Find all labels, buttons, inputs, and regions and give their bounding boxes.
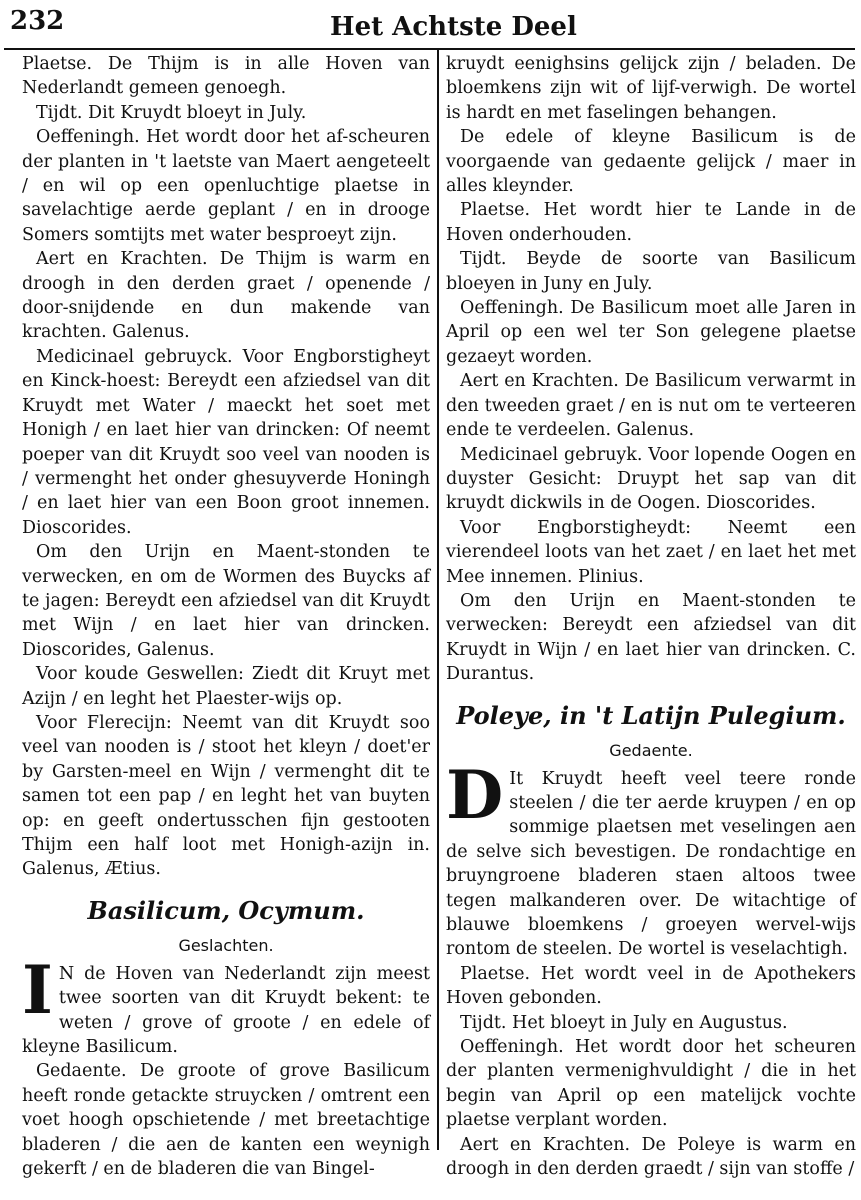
section-title-poleye: Poleye, in 't Latijn Pulegium. [456,700,846,730]
paragraph-flerecijn: Voor Flerecijn: Neemt van dit Kruydt soo veel van nooden is / stoot het kleyn / doet'er by Garsten-meel en Wijn / vermenght dit te samen tot een pap / en leght het van buyten op: en geeft ondertusschen fijn gestooten Thijm een half loot met Honigh-azijn in. Galenus, Ætius. [22,712,430,880]
page-number: 232 [10,6,65,36]
paragraph-gedaente-basilicum: Gedaente. De groote of grove Basilicum heeft ronde getackte struycken / omtrent een voet hoogh opschietende / met breetachtige bladeren / die aen de kanten een weynigh gekerft / en de bladeren die van Bingel- [22,1061,430,1180]
header-rule [4,48,855,50]
sub-heading-gedaente: Gedaente. [609,740,693,760]
drop-cap: D [446,755,504,834]
paragraph-oeffeningh-basilicum: Oeffeningh. De Basilicum moet alle Jaren in April op een wel ter Son gelegene plaetse gezaeyt worden. [446,298,856,367]
paragraph-urijn-thijm: Om den Urijn en Maent-stonden te verwecken, en om de Wormen des Buycks af te jagen: Bereydt een afziedsel van dit Kruydt met Wijn / en laet hier van drincken. Dioscorides, Galenus. [22,542,430,660]
column-divider [437,48,439,1150]
paragraph-tijdt-basilicum: Tijdt. Beyde de soorte van Basilicum bloeyen in Juny en July. [446,249,856,294]
paragraph-aert-thijm: Aert en Krachten. De Thijm is warm en droogh in den derden graet / openende / door-snijdende en dun makende van krachten. Galenus. [22,249,430,343]
paragraph-bloemkens: kruydt eenighsins gelijck zijn / beladen. De bloemkens zijn wit of lijf-verwigh. De wortel is hardt en met faselingen behangen. [446,54,856,123]
running-head: Het Achtste Deel [330,12,577,42]
left-column [22,52,430,1181]
paragraph-plaetse-poleye: Plaetse. Het wordt veel in de Apothekers Hoven gebonden. [446,963,856,1009]
paragraph-gedaente-poleye [446,755,856,962]
paragraph-tijdt-thijm: Tijdt. Dit Kruydt bloeyt in July. [36,102,307,123]
paragraph-gedaente-poleye-text: It Kruydt heeft veel teere ronde steelen / die ter aerde kruypen / en op sommige plaetsen met veselingen aen de selve sich bevestigen. De rondachtige en bruyngroene bladeren staen altoos twee tegen malkanderen over. De witachtige of blauwe bloemkens / groeyen wervel-wijs rontom de steelen. De wortel is veselachtigh. [446,768,856,960]
paragraph-geswellen: Voor koude Geswellen: Ziedt dit Kruyt met Azijn / en leght het Plaester-wijs op. [22,664,430,709]
right-column [446,52,856,1181]
drop-cap: I [22,950,53,1029]
paragraph-aert-basilicum: Aert en Krachten. De Basilicum verwarmt in den tweeden graet / en is nut om te verteeren ende te verdeelen. Galenus. [446,371,856,441]
paragraph-tijdt-poleye: Tijdt. Het bloeyt in July en Augustus. [460,1012,788,1033]
paragraph-edele-basilicum: De edele of kleyne Basilicum is de voorgaende van gedaente gelijck / maer in alles kleynder. [446,127,856,197]
paragraph-geslachten-text: N de Hoven van Nederlandt zijn meest twee soorten van dit Kruydt bekent: te weten / grove of groote / en edele of kleyne Basilicum. [22,963,430,1058]
paragraph-plaetse-thijm: Plaetse. De Thijm is in alle Hoven van Nederlandt gemeen genoegh. [22,54,430,99]
sub-heading-geslachten: Geslachten. [178,935,274,955]
paragraph-oeffeningh-thijm: Oeffeningh. Het wordt door het af-scheuren der planten in 't laetste van Maert aengeteelt / en wil op een openluchtige plaetse in savelachtige aerde geplant / en in drooge Somers somtijts met water besproeyt zijn. [22,127,430,245]
paragraph-engborstigheydt: Voor Engborstigheydt: Neemt een vierendeel loots van het zaet / en laet het met Mee innemen. Plinius. [446,517,856,587]
paragraph-urijn-basilicum: Om den Urijn en Maent-stonden te verwecken: Bereydt een afziedsel van dit Kruydt in Wijn / en laet hier van drincken. C. Durantus. [446,590,856,685]
paragraph-aert-poleye: Aert en Krachten. De Poleye is warm en droogh in den derden graedt / sijn van stoffe / [446,1134,856,1180]
section-title-basilicum: Basilicum, Ocymum. [87,895,365,925]
paragraph-oeffeningh-poleye: Oeffeningh. Het wordt door het scheuren der planten vermenighvuldight / die in het begin van April op een matelijck vochte plaetse verplant worden. [446,1037,856,1131]
paragraph-medicinael-thijm: Medicinael gebruyck. Voor Engborstigheyt en Kinck-hoest: Bereydt een afziedsel van dit Kruydt met Water / maeckt het soet met Honigh / en laet hier van drincken: Of neemt poeper van dit Kruydt soo veel van nooden is / vermenght het onder ghesuyverde Honingh / en laet hier van een Boon groot innemen. Dioscorides. [22,346,430,538]
paragraph-geslachten [22,950,430,1060]
paragraph-medicinael-basilicum: Medicinael gebruyk. Voor lopende Oogen en duyster Gesicht: Druypt het sap van dit kruydt dickwils in de Oogen. Dioscorides. [446,444,856,514]
paragraph-plaetse-basilicum: Plaetse. Het wordt hier te Lande in de Hoven onderhouden. [446,200,856,245]
